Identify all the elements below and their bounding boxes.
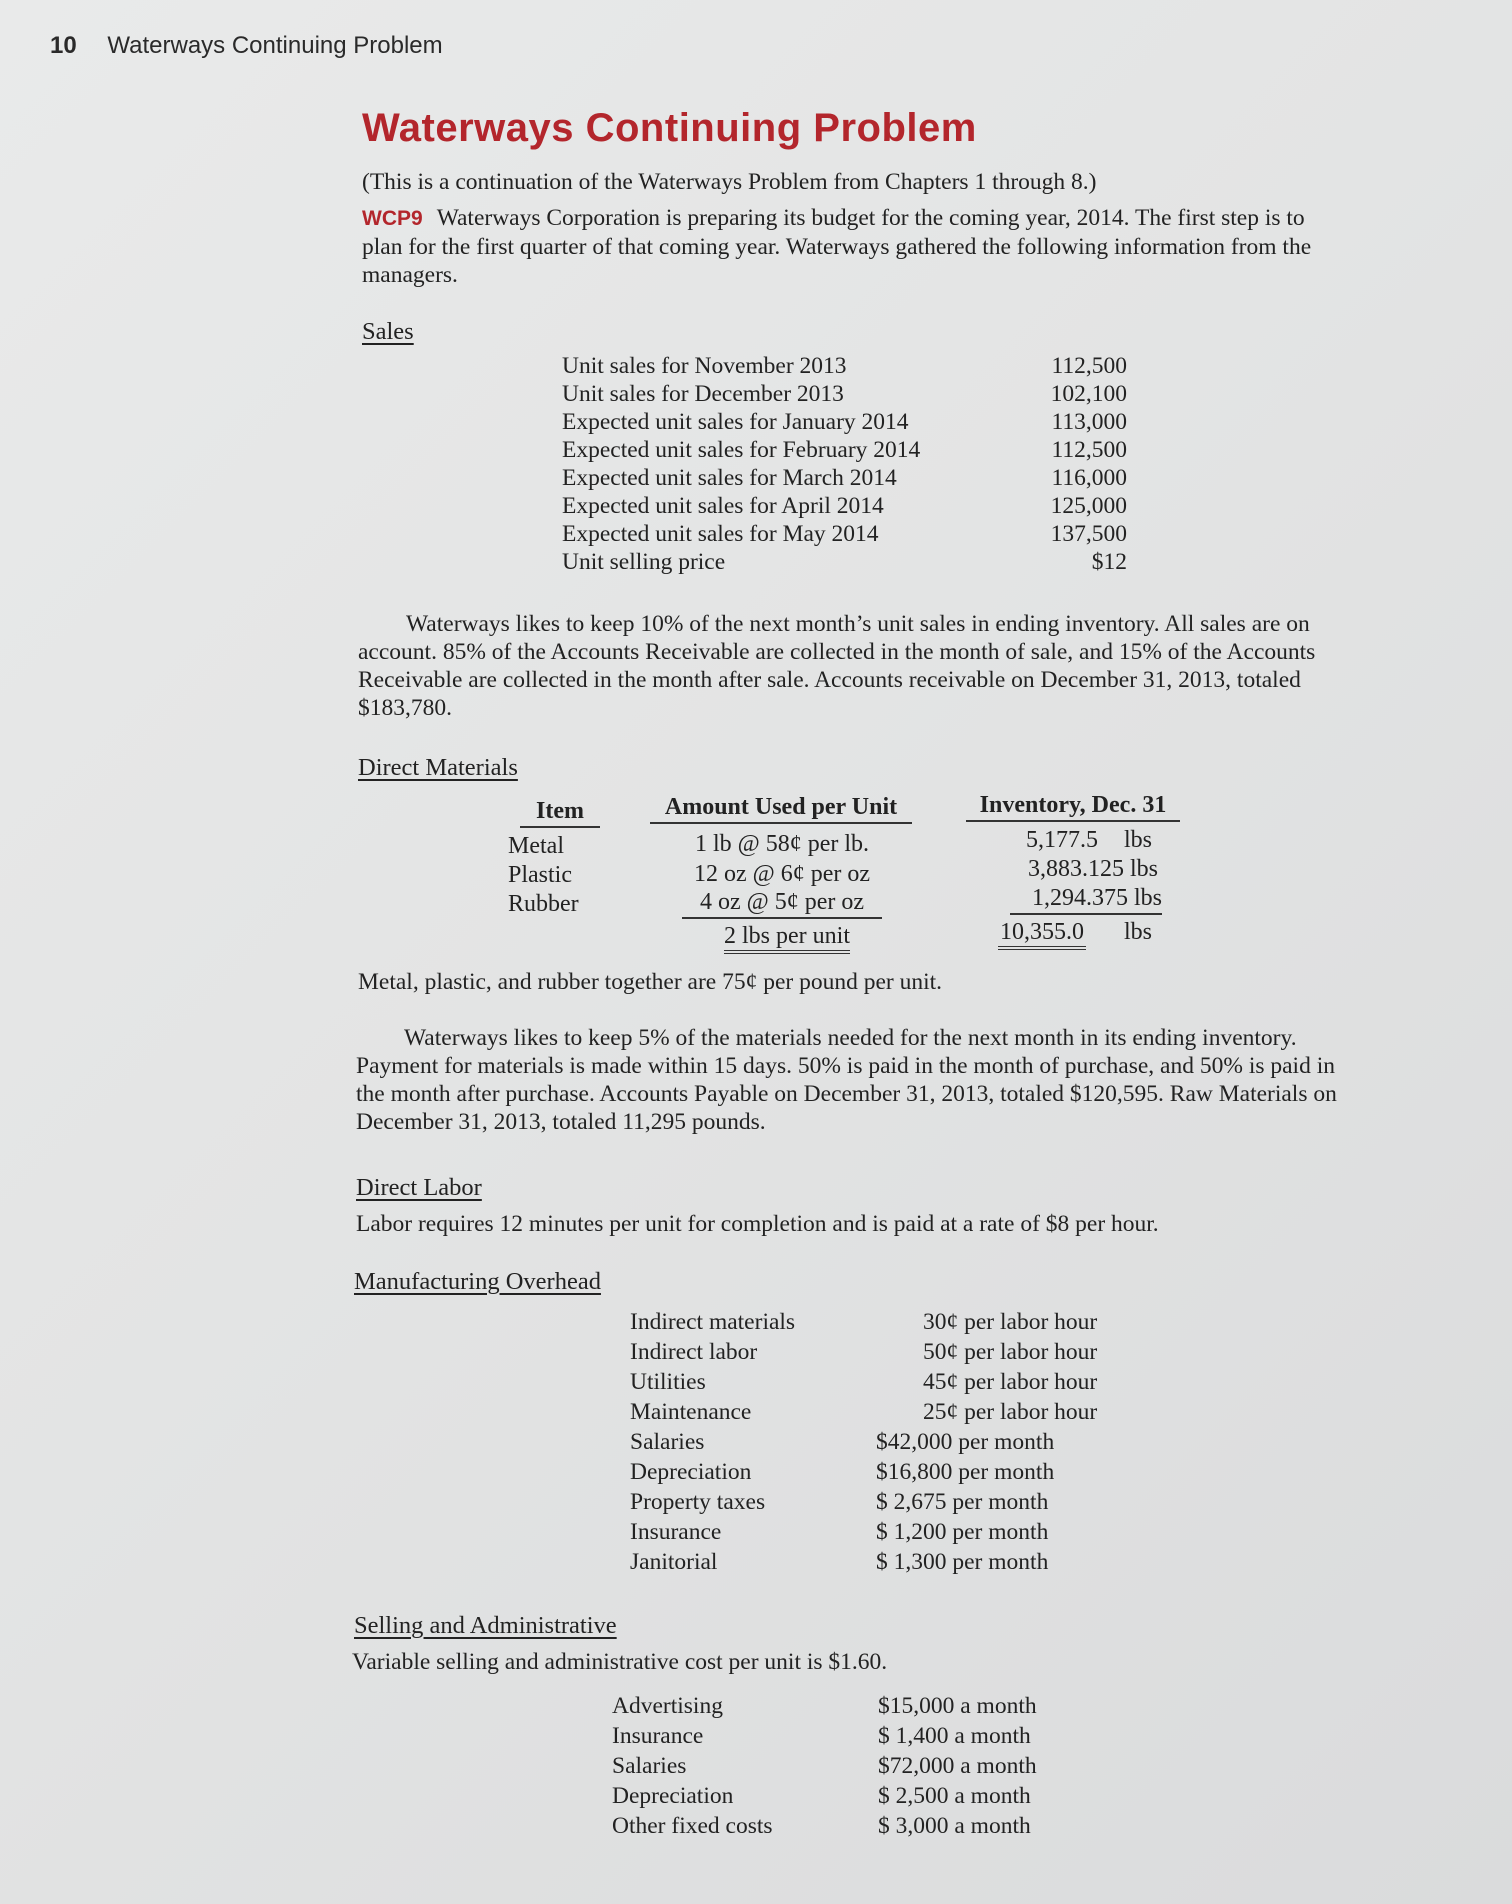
selling-admin-list bbox=[612, 1692, 1178, 1842]
sales-value: 102,100 bbox=[1050, 381, 1127, 407]
amount-cell: 4 oz @ 5¢ per oz bbox=[682, 888, 882, 919]
sales-value: 137,500 bbox=[1050, 521, 1127, 547]
selling-admin-label: Insurance bbox=[612, 1723, 704, 1749]
selling-admin-value: $ 2,500 a month bbox=[878, 1783, 1031, 1809]
item-cell: Plastic bbox=[508, 862, 572, 888]
list-item bbox=[612, 1812, 1178, 1842]
selling-admin-label: Depreciation bbox=[612, 1783, 734, 1809]
selling-admin-label: Salaries bbox=[612, 1753, 687, 1779]
amount-cell-wrap bbox=[682, 888, 882, 919]
selling-admin-value: $ 3,000 a month bbox=[878, 1813, 1031, 1839]
overhead-value: 45¢ per labor hour bbox=[923, 1369, 1098, 1395]
page-number: 10 bbox=[50, 32, 77, 59]
overhead-value: $ 1,200 per month bbox=[876, 1519, 1049, 1545]
selling-admin-value: $15,000 a month bbox=[878, 1693, 1037, 1719]
selling-admin-label: Advertising bbox=[612, 1693, 723, 1719]
sales-heading: Sales bbox=[362, 318, 414, 345]
item-cell: Rubber bbox=[508, 891, 579, 917]
sales-value: 113,000 bbox=[1051, 409, 1127, 435]
overhead-value: $ 2,675 per month bbox=[876, 1489, 1049, 1515]
sales-label: Expected unit sales for March 2014 bbox=[562, 465, 897, 491]
problem-text: Waterways Corporation is preparing its budget for the coming year, 2014. The first step is to plan for the first quarter of that coming year. Waterways gathered the following information from the managers. bbox=[362, 205, 1312, 288]
sales-value: 112,500 bbox=[1051, 437, 1127, 463]
sales-label: Expected unit sales for January 2014 bbox=[562, 409, 909, 435]
list-item bbox=[562, 520, 1127, 548]
inventory-cell: 5,177.5 bbox=[1026, 827, 1098, 853]
continuation-note: (This is a continuation of the Waterways Problem from Chapters 1 through 8.) bbox=[362, 169, 1097, 195]
list-item bbox=[562, 492, 1127, 520]
amount-cell: 12 oz @ 6¢ per oz bbox=[693, 861, 871, 887]
list-item bbox=[562, 464, 1127, 492]
sales-value: 125,000 bbox=[1050, 493, 1127, 519]
overhead-label: Indirect materials bbox=[630, 1309, 796, 1335]
sales-value: 112,500 bbox=[1051, 353, 1127, 379]
problem-label: WCP9 bbox=[362, 207, 423, 230]
running-head-title: Waterways Continuing Problem bbox=[107, 32, 443, 59]
column-header-item: Item bbox=[520, 796, 600, 828]
list-item bbox=[612, 1752, 1178, 1782]
inventory-cell: 1,294.375 lbs bbox=[1010, 884, 1162, 915]
page-title: Waterways Continuing Problem bbox=[362, 106, 977, 150]
sales-value: 116,000 bbox=[1051, 465, 1127, 491]
direct-materials-heading: Direct Materials bbox=[358, 754, 518, 781]
sales-label: Expected unit sales for May 2014 bbox=[562, 521, 879, 547]
overhead-label: Maintenance bbox=[630, 1399, 752, 1425]
inventory-cell-wrap bbox=[1010, 884, 1162, 915]
column-header-amount: Amount Used per Unit bbox=[650, 792, 912, 824]
overhead-value: $16,800 per month bbox=[876, 1459, 1055, 1485]
materials-cost-note: Metal, plastic, and rubber together are 75¢ per pound per unit. bbox=[358, 969, 943, 995]
sales-label: Expected unit sales for February 2014 bbox=[562, 437, 921, 463]
overhead-value: 50¢ per labor hour bbox=[923, 1339, 1098, 1365]
inventory-cell: 3,883.125 lbs bbox=[1027, 856, 1158, 882]
selling-admin-value: $ 1,400 a month bbox=[878, 1723, 1031, 1749]
total-amount: 2 lbs per unit bbox=[724, 923, 850, 954]
selling-admin-text: Variable selling and administrative cost per unit is $1.60. bbox=[352, 1649, 888, 1675]
list-item bbox=[630, 1338, 1323, 1368]
list-item bbox=[562, 548, 1127, 576]
sales-label: Unit sales for November 2013 bbox=[562, 353, 847, 379]
list-item bbox=[562, 352, 1127, 380]
list-item bbox=[630, 1398, 1323, 1428]
total-inventory-unit: lbs bbox=[1124, 919, 1153, 945]
overhead-value: 30¢ per labor hour bbox=[923, 1309, 1098, 1335]
sales-label: Unit sales for December 2013 bbox=[562, 381, 844, 407]
list-item bbox=[630, 1308, 1323, 1338]
amount-cell: 1 lb @ 58¢ per lb. bbox=[694, 831, 870, 857]
overhead-label: Janitorial bbox=[630, 1549, 718, 1575]
manufacturing-overhead-heading: Manufacturing Overhead bbox=[354, 1268, 601, 1295]
total-inventory-wrap bbox=[998, 918, 1086, 947]
column-header-inventory: Inventory, Dec. 31 bbox=[966, 790, 1180, 822]
sales-note: Waterways likes to keep 10% of the next month’s unit sales in ending inventory. All sales are on account. 85% of the Accounts Receivable are collected in the month of sale, and 15% of the Accounts Receivable are collected in the month after sale. Accounts receivable on December 31, 2013, totaled $183,780. bbox=[358, 611, 1316, 721]
list-item bbox=[630, 1428, 1323, 1458]
sales-label: Unit selling price bbox=[562, 549, 726, 575]
overhead-value: $42,000 per month bbox=[876, 1429, 1055, 1455]
list-item bbox=[612, 1782, 1178, 1812]
sales-label: Expected unit sales for April 2014 bbox=[562, 493, 884, 519]
overhead-label: Salaries bbox=[630, 1429, 705, 1455]
intro bbox=[362, 168, 1342, 289]
direct-labor-heading: Direct Labor bbox=[356, 1174, 482, 1201]
overhead-label: Property taxes bbox=[630, 1489, 766, 1515]
materials-note: Waterways likes to keep 5% of the materials needed for the next month in its ending inventory. Payment for materials is made within 15 days. 50% is paid in the month of purchase, and 50% is paid in the month after purchase. Accounts Payable on December 31, 2013, totaled $120,595. Raw Materials on December 31, 2013, totaled 11,295 pounds. bbox=[356, 1025, 1337, 1135]
list-item bbox=[630, 1548, 1323, 1578]
total-inventory: 10,355.0 bbox=[998, 919, 1086, 950]
sales-value: $12 bbox=[1091, 549, 1127, 575]
list-item bbox=[612, 1692, 1178, 1722]
list-item bbox=[630, 1458, 1323, 1488]
overhead-value: $ 1,300 per month bbox=[876, 1549, 1049, 1575]
list-item bbox=[630, 1488, 1323, 1518]
overhead-label: Insurance bbox=[630, 1519, 722, 1545]
item-cell: Metal bbox=[508, 833, 564, 859]
direct-labor-text: Labor requires 12 minutes per unit for completion and is paid at a rate of $8 per hour. bbox=[356, 1211, 1159, 1237]
overhead-list bbox=[630, 1308, 1323, 1578]
list-item bbox=[630, 1518, 1323, 1548]
total-amount-wrap bbox=[724, 922, 850, 951]
sales-list bbox=[562, 352, 1127, 576]
list-item bbox=[612, 1722, 1178, 1752]
inventory-unit: lbs bbox=[1124, 827, 1153, 853]
selling-admin-value: $72,000 a month bbox=[878, 1753, 1037, 1779]
overhead-label: Utilities bbox=[630, 1369, 706, 1395]
problem-statement bbox=[362, 204, 1342, 289]
list-item bbox=[562, 380, 1127, 408]
running-head bbox=[50, 32, 443, 60]
list-item bbox=[562, 408, 1127, 436]
selling-admin-heading: Selling and Administrative bbox=[354, 1612, 617, 1639]
list-item bbox=[630, 1368, 1323, 1398]
overhead-label: Depreciation bbox=[630, 1459, 752, 1485]
overhead-value: 25¢ per labor hour bbox=[923, 1399, 1098, 1425]
selling-admin-label: Other fixed costs bbox=[612, 1813, 773, 1839]
overhead-label: Indirect labor bbox=[630, 1339, 758, 1365]
list-item bbox=[562, 436, 1127, 464]
